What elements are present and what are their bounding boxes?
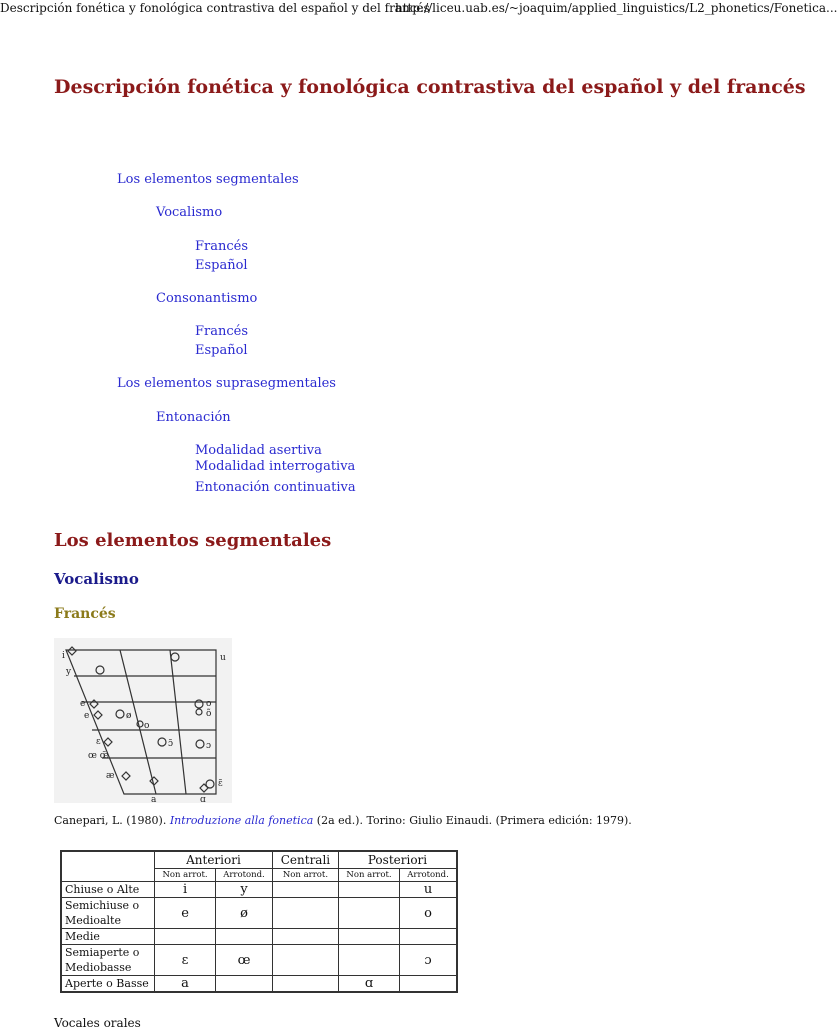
toc-link-vocalismo[interactable]: Vocalismo (156, 205, 223, 220)
vowel-cell (338, 898, 399, 929)
toc-link-consonantismo[interactable]: Consonantismo (156, 291, 258, 306)
fig-label-open-o: ɔ (206, 741, 212, 751)
fig-label-epsilon: ɛ (96, 737, 101, 747)
vowel-cell (338, 882, 399, 898)
table-subheader: Arrotond. (400, 869, 457, 882)
table-row (61, 945, 457, 976)
vowel-cell (272, 929, 338, 945)
vowel-cell: u (400, 882, 457, 898)
subsubsection-heading: Francés (54, 606, 116, 622)
vowel-cell (216, 929, 273, 945)
table-subheader: Arrotond. (216, 869, 273, 882)
vowel-cell (400, 976, 457, 993)
toc-link-voc-frances[interactable]: Francés (195, 239, 249, 254)
toc-link-continuativa[interactable]: Entonación continuativa (195, 480, 356, 495)
fig-label-o-small: o (144, 721, 150, 731)
table-row (61, 929, 457, 945)
fig-label-a: a (151, 795, 157, 805)
vowel-cell (272, 898, 338, 929)
vowel-cell: ø (216, 898, 273, 929)
document-title: Descripción fonética y fonológica contrastiva del español y del francés (54, 76, 806, 98)
vowel-cell: ɛ (155, 945, 216, 976)
row-label: Chiuse o Alte (61, 882, 155, 898)
vowel-classification-table (60, 850, 458, 993)
fig-label-nasal-e: ɛ̃ (218, 779, 223, 789)
toc-link-suprasegmentales[interactable]: Los elementos suprasegmentales (117, 376, 336, 391)
fig-label-nasal-o: ɔ̃ (168, 739, 174, 749)
fig-label-oe: œ œ̃ (88, 751, 109, 761)
subsection-heading: Vocalismo (54, 570, 139, 588)
toc-link-cons-espanol[interactable]: Español (195, 343, 248, 358)
fig-label-oslash: ø (126, 711, 132, 721)
page-title-header: Descripción fonética y fonológica contrastiva del español y del francés (0, 1, 430, 15)
vowel-cell (216, 976, 273, 993)
table-header-anteriori: Anteriori (155, 851, 273, 869)
fig-label-e2: e (84, 711, 90, 721)
page-url[interactable]: http://liceu.uab.es/~joaquim/applied_linguistics/L2_phonetics/Fonetica... (395, 1, 837, 15)
vowel-cell (338, 945, 399, 976)
vowel-cell (155, 929, 216, 945)
caption-author: Canepari, L. (1980). (54, 814, 170, 827)
fig-label-e: e (80, 699, 86, 709)
section-heading: Los elementos segmentales (54, 530, 332, 551)
vowel-cell: a (155, 976, 216, 993)
fig-label-o: o (206, 699, 212, 709)
row-label: Medie (61, 929, 155, 945)
caption-book-link[interactable]: Introduzione alla fonetica (169, 814, 314, 827)
toc-link-cons-frances[interactable]: Francés (195, 324, 249, 339)
table-header-posteriori: Posteriori (338, 851, 457, 869)
row-label: Semichiuse o Medioalte (61, 898, 155, 929)
vowel-cell: e (155, 898, 216, 929)
fig-label-schwa-o: õ (206, 709, 212, 719)
fig-label-u: u (220, 653, 226, 663)
fig-label-y: y (66, 667, 72, 677)
vowel-cell (272, 945, 338, 976)
table-subheader: Non arrot. (338, 869, 399, 882)
vowel-cell: ɔ (400, 945, 457, 976)
fig-label-ae: æ (106, 771, 115, 781)
table-row (61, 882, 457, 898)
vowel-cell (338, 929, 399, 945)
vowel-cell: y (216, 882, 273, 898)
vowel-cell (400, 929, 457, 945)
table-corner-cell (61, 851, 155, 882)
vowel-cell: i (155, 882, 216, 898)
toc-link-asertiva[interactable]: Modalidad asertiva (195, 443, 322, 458)
toc-link-entonacion[interactable]: Entonación (156, 410, 231, 425)
table-row (61, 976, 457, 993)
vowel-trapezoid-figure (54, 638, 232, 803)
caption-rest: (2a ed.). Torino: Giulio Einaudi. (Primera edición: 1979). (313, 814, 632, 827)
vowel-cell: ɑ (338, 976, 399, 993)
vowel-cell: œ (216, 945, 273, 976)
row-label: Aperte o Basse (61, 976, 155, 993)
fig-label-i: i (62, 651, 65, 661)
print-header (0, 0, 837, 18)
toc-link-interrogativa[interactable]: Modalidad interrogativa (195, 459, 356, 474)
table-subheader: Non arrot. (155, 869, 216, 882)
vowel-cell: o (400, 898, 457, 929)
table-header-centrali: Centrali (272, 851, 338, 869)
toc-link-segmentales[interactable]: Los elementos segmentales (117, 172, 299, 187)
cut-off-paragraph: Vocales orales (54, 1016, 141, 1030)
row-label: Semiaperte o Mediobasse (61, 945, 155, 976)
fig-label-alpha: ɑ (200, 795, 206, 805)
vowel-cell (272, 976, 338, 993)
figure-caption (54, 814, 632, 827)
toc-link-voc-espanol[interactable]: Español (195, 258, 248, 273)
table-row (61, 898, 457, 929)
vowel-cell (272, 882, 338, 898)
table-subheader: Non arrot. (272, 869, 338, 882)
